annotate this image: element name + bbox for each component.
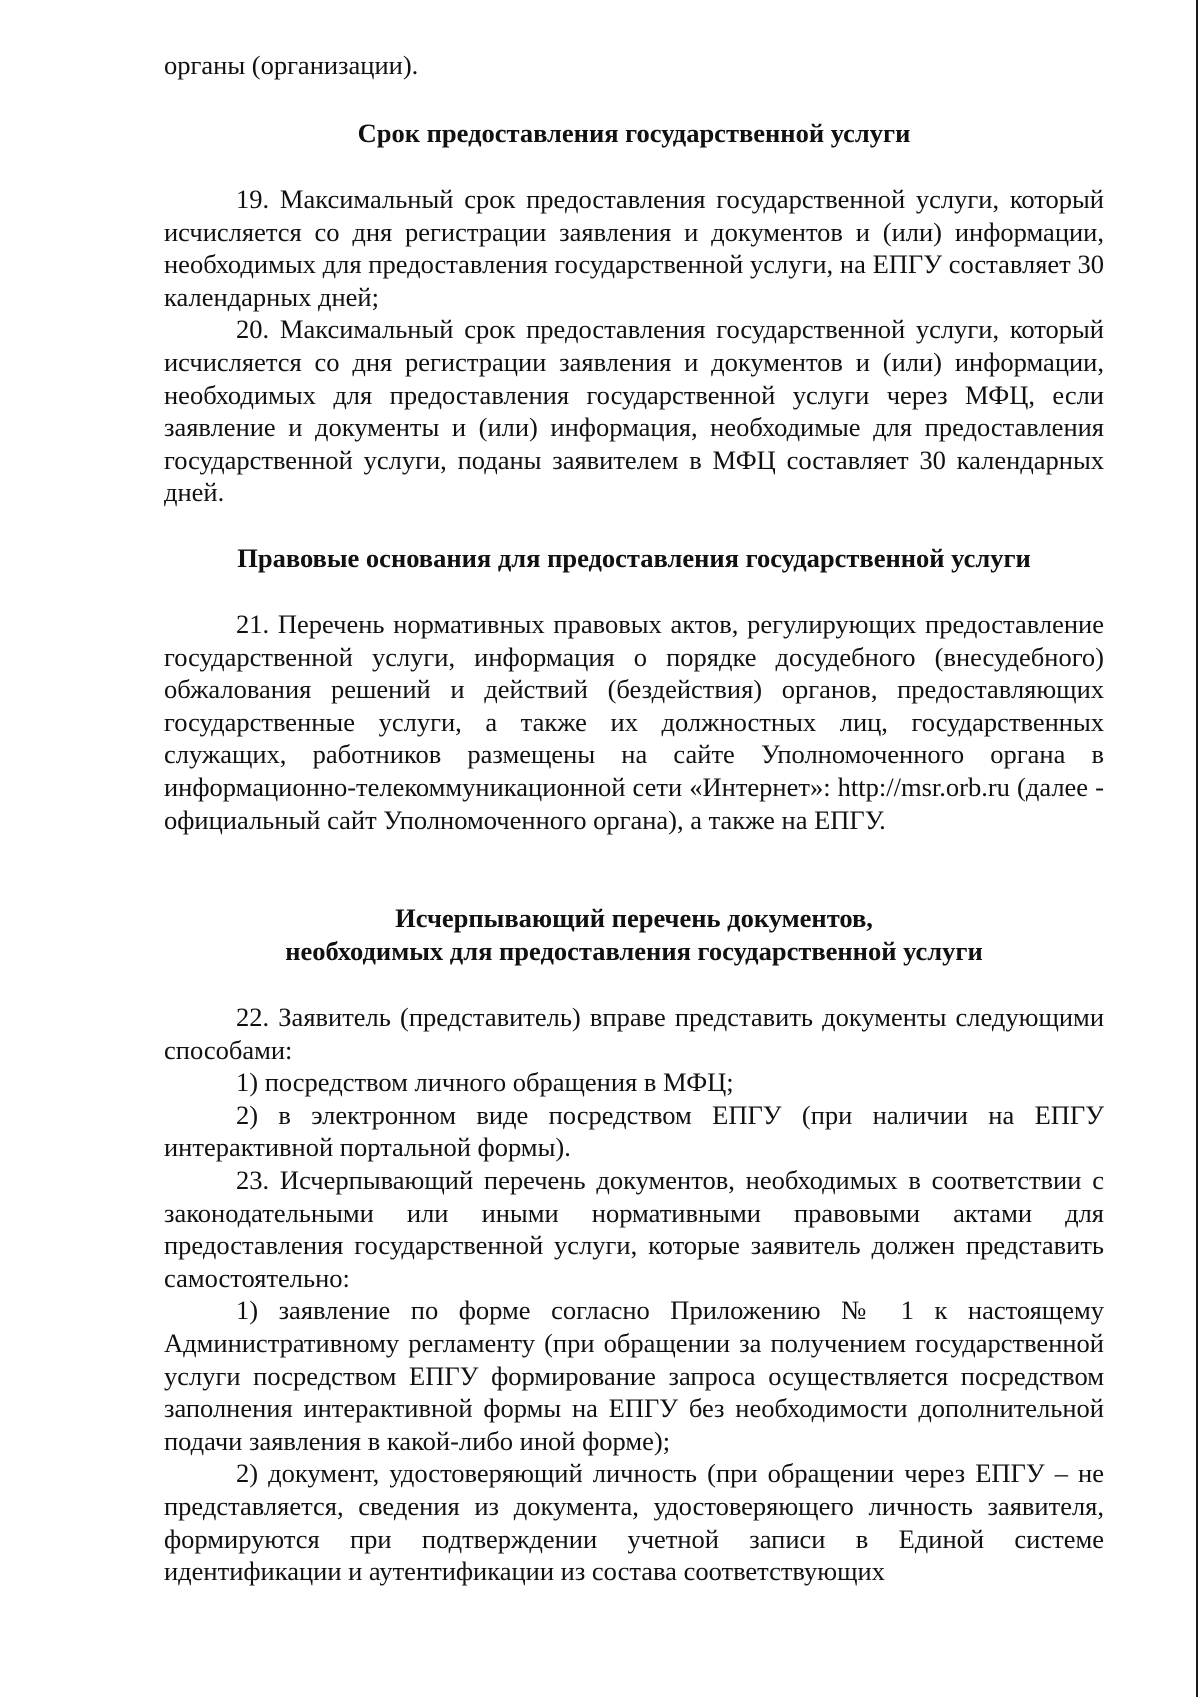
- scan-edge-line: [1196, 0, 1198, 1697]
- paragraph-23-item-1: 1) заявление по форме согласно Приложению № 1 к настоящему Административному регламенту (при обращении за получением государственной услуги посредством ЕПГУ формирование запроса осуществляется посредством заполнения интерактивной формы на ЕПГУ без необходимости дополнительной подачи заявления в какой-либо иной форме);: [164, 1295, 1104, 1456]
- section-heading-legal: Правовые основания для предоставления государственной услуги: [237, 543, 1031, 573]
- section-documents-body: [164, 1001, 1104, 1588]
- paragraph-22: 22. Заявитель (представитель) вправе представить документы следующими способами:: [164, 1002, 1104, 1065]
- section-heading-documents-line1: Исчерпывающий перечень документов,: [395, 903, 873, 933]
- paragraph-23-item-2: 2) документ, удостоверяющий личность (при обращении через ЕПГУ – не представляется, сведения из документа, удостоверяющего личность заявителя, формируются при подтверждении учетной записи в Единой системе идентификации и аутентификации из состава соответствующих: [164, 1458, 1104, 1587]
- paragraph-21: 21. Перечень нормативных правовых актов, регулирующих предоставление государственной услуги, информация о порядке досудебного (внесудебного) обжалования решений и действий (бездействия) органов, предоставляющих государственные услуги, а также их должностных лиц, государственных служащих, работников размещены на сайте Уполномоченного органа в информационно-телекоммуникационной сети «Интернет»: http://msr.orb.ru (далее - официальный сайт Уполномоченного органа), а также на ЕПГУ.: [164, 609, 1104, 835]
- paragraph-20: 20. Максимальный срок предоставления государственной услуги, который исчисляется со дня регистрации заявления и документов и (или) информации, необходимых для предоставления государственной услуги через МФЦ, если заявление и документы и (или) информация, необходимые для предоставления государственной услуги, поданы заявителем в МФЦ составляет 30 календарных дней.: [164, 314, 1104, 508]
- section-heading-term: Срок предоставления государственной услуги: [357, 118, 911, 148]
- section-heading-documents-line2: необходимых для предоставления государственной услуги: [285, 935, 983, 966]
- paragraph-19: 19. Максимальный срок предоставления государственной услуги, который исчисляется со дня регистрации заявления и документов и (или) информации, необходимых для предоставления государственной услуги, на ЕПГУ составляет 30 календарных дней;: [164, 184, 1104, 312]
- section-heading-documents: [164, 902, 1104, 967]
- top-line-text: органы (организации).: [164, 50, 419, 80]
- section-term-body: [164, 183, 1104, 509]
- continuation-line: [164, 49, 1104, 82]
- paragraph-22-item-1: 1) посредством личного обращения в МФЦ;: [236, 1067, 734, 1098]
- section-legal-body: [164, 608, 1104, 836]
- paragraph-22-item-2: 2) в электронном виде посредством ЕПГУ (при наличии на ЕПГУ интерактивной портальной формы).: [164, 1099, 1104, 1163]
- paragraph-23: 23. Исчерпывающий перечень документов, необходимых в соответствии с законодательными или иными нормативными правовыми актами для предоставления государственной услуги, которые заявитель должен представить самостоятельно:: [164, 1164, 1104, 1293]
